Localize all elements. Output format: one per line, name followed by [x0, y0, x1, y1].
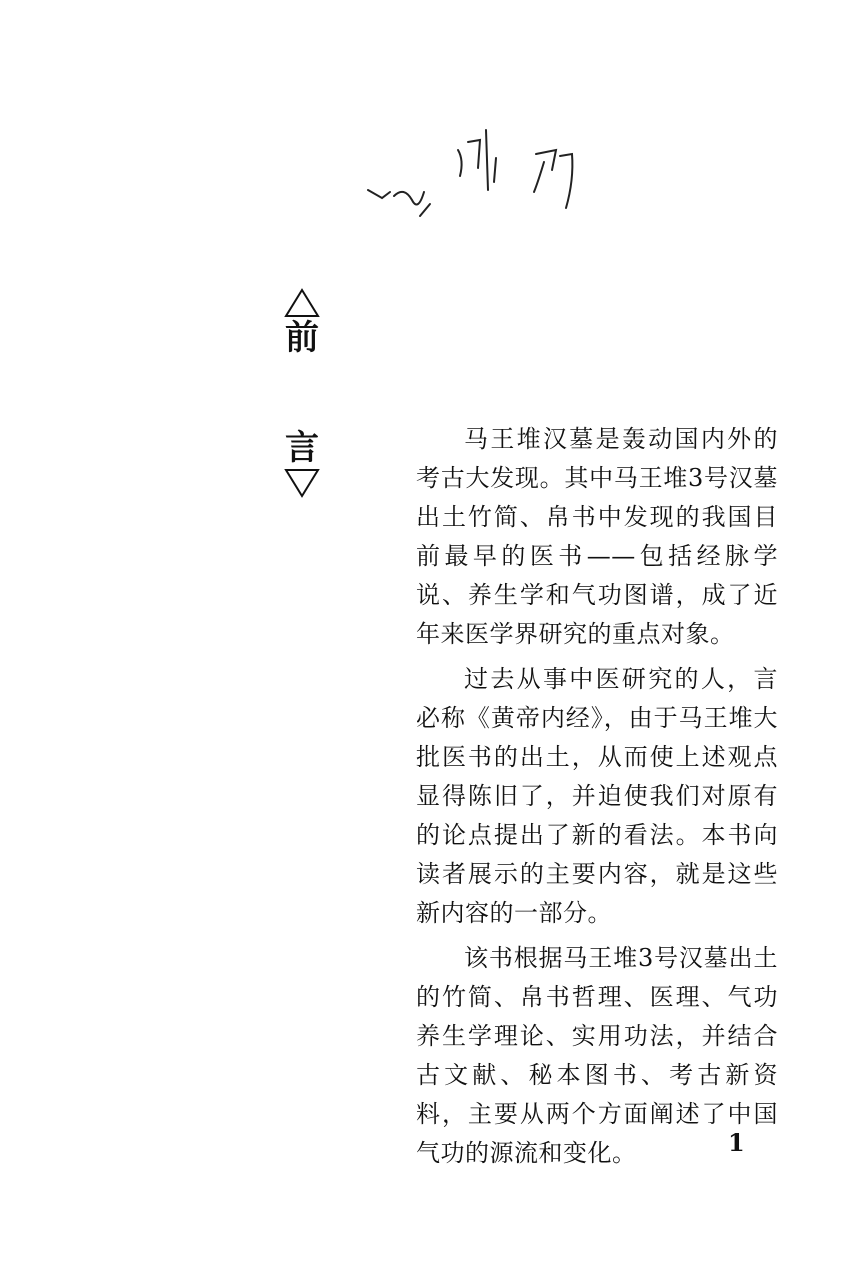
- paragraph-1: 马王堆汉墓是轰动国内外的考古大发现。其中马王堆3号汉墓出土竹简、帛书中发现的我国目前最早的医书——包括经脉学说、养生学和气功图谱，成了近年来医学界研究的重点对象。: [416, 425, 778, 648]
- triangle-up-icon: [284, 288, 320, 318]
- heading-block-bottom: [282, 428, 322, 498]
- triangle-down-icon: [284, 468, 320, 498]
- handwritten-signature: [360, 120, 590, 230]
- heading-char-qian: 前: [285, 318, 319, 358]
- heading-char-yan: 言: [285, 428, 319, 468]
- heading-block-top: [282, 288, 322, 358]
- preface-body: [416, 420, 778, 1179]
- page-number: 1: [728, 1128, 745, 1157]
- paragraph-2: 过去从事中医研究的人，言必称《黄帝内经》，由于马王堆大批医书的出土，从而使上述观点显得陈旧了，并迫使我们对原有的论点提出了新的看法。本书向读者展示的主要内容，就是这些新内容的一部分。: [416, 665, 778, 927]
- paragraph-3: 该书根据马王堆3号汉墓出土的竹简、帛书哲理、医理、气功养生学理论、实用功法，并结合古文献、秘本图书、考古新资料，主要从两个方面阐述了中国气功的源流和变化。: [416, 944, 778, 1167]
